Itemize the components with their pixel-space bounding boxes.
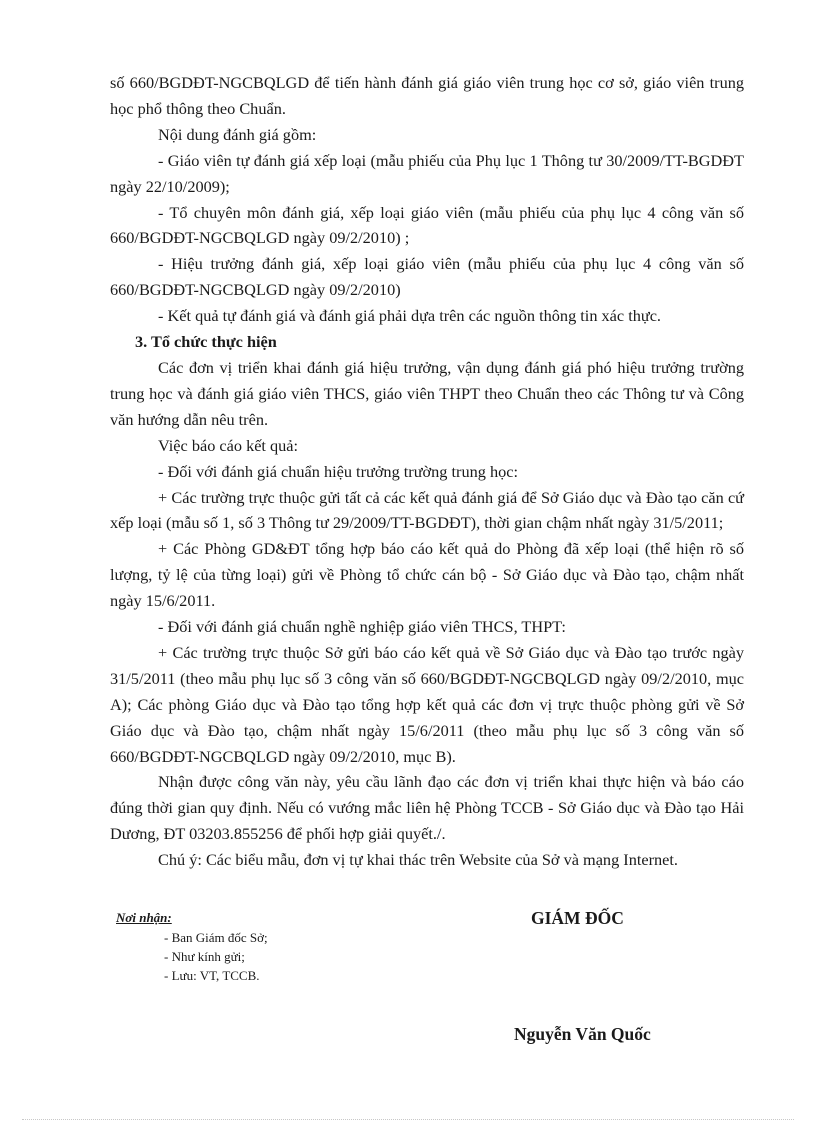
document-body (110, 70, 744, 873)
paragraph-evidence: - Kết quả tự đánh giá và đánh giá phải dựa trên các nguồn thông tin xác thực. (158, 306, 661, 326)
paragraph-self-assessment: - Giáo viên tự đánh giá xếp loại (mẫu phiếu của Phụ lục 1 Thông tư 30/2009/TT-BGDĐT ngày 22/10/2009); (110, 150, 744, 196)
paragraph-request: Nhận được công văn này, yêu cầu lãnh đạo các đơn vị triển khai thực hiện và báo cáo đúng thời gian quy định. Nếu có vướng mắc liên hệ Phòng TCCB - Sở Giáo dục và Đào tạo Hải Dương, ĐT 03203.855256 để phối hợp giải quyết./. (110, 772, 744, 844)
paragraph-implementation: Các đơn vị triển khai đánh giá hiệu trưởng, vận dụng đánh giá phó hiệu trưởng trường trung học và đánh giá giáo viên THCS, giáo viên THPT theo Chuẩn theo các Thông tư và Công văn hướng dẫn nêu trên. (110, 357, 744, 429)
recipients-block (116, 908, 268, 985)
paragraph-principal-standard: - Đối với đánh giá chuẩn hiệu trưởng trường trung học: (158, 461, 518, 481)
paragraph-intro: số 660/BGDĐT-NGCBQLGD để tiến hành đánh giá giáo viên trung học cơ sở, giáo viên trung học phổ thông theo Chuẩn. (110, 73, 744, 118)
section-heading-3: 3. Tổ chức thực hiện (135, 332, 277, 352)
signer-title: GIÁM ĐỐC (531, 908, 624, 928)
paragraph-schools-report: + Các trường trực thuộc gửi tất cả các kết quả đánh giá để Sở Giáo dục và Đào tạo căn cứ xếp loại (mẫu số 1, số 3 Thông tư 29/2009/TT-BGDĐT), thời gian chậm nhất ngày 31/5/2011; (110, 487, 744, 533)
paragraph-note: Chú ý: Các biểu mẫu, đơn vị tự khai thác trên Website của Sở và mạng Internet. (158, 850, 678, 870)
recipient-item: - Ban Giám đốc Sở; (164, 930, 268, 945)
recipients-list (116, 928, 268, 985)
paragraph-principal-assessment: - Hiệu trưởng đánh giá, xếp loại giáo viên (mẫu phiếu của phụ lục 4 công văn số 660/BGDĐT-NGCBQLGD ngày 09/2/2010) (110, 254, 744, 300)
paragraph-teacher-standard: - Đối với đánh giá chuẩn nghề nghiệp giáo viên THCS, THPT: (158, 617, 566, 637)
paragraph-department-assessment: - Tổ chuyên môn đánh giá, xếp loại giáo viên (mẫu phiếu của phụ lục 4 công văn số 660/BGDĐT-NGCBQLGD ngày 09/2/2010) ; (110, 202, 744, 248)
signer-name: Nguyễn Văn Quốc (514, 1024, 651, 1044)
paragraph-reporting-heading: Việc báo cáo kết quả: (158, 435, 299, 455)
paragraph-teacher-report: + Các trường trực thuộc Sở gửi báo cáo kết quả về Sở Giáo dục và Đào tạo trước ngày 31/5/2011 (theo mẫu phụ lục số 3 công văn số 660/BGDĐT-NGCBQLGD ngày 09/2/2010, mục A); Các phòng Giáo dục và Đào tạo tổng hợp kết quả các đơn vị trực thuộc phòng gửi về Sở Giáo dục và Đào tạo, chậm nhất ngày 15/6/2011 (theo mẫu phụ lục số 3 công văn số 660/BGDĐT-NGCBQLGD ngày 09/2/2010, mục B). (110, 642, 744, 766)
page-bottom-divider (22, 1119, 794, 1120)
recipient-item: - Lưu: VT, TCCB. (164, 968, 260, 983)
recipient-item: - Như kính gửi; (164, 949, 245, 964)
paragraph-offices-report: + Các Phòng GD&ĐT tổng hợp báo cáo kết quả do Phòng đã xếp loại (thể hiện rõ số lượng, tỷ lệ của từng loại) gửi về Phòng tổ chức cán bộ - Sở Giáo dục và Đào tạo, chậm nhất ngày 15/6/2011. (110, 539, 744, 611)
paragraph-content-heading: Nội dung đánh giá gồm: (158, 124, 317, 144)
recipients-title: Nơi nhận: (116, 910, 172, 925)
